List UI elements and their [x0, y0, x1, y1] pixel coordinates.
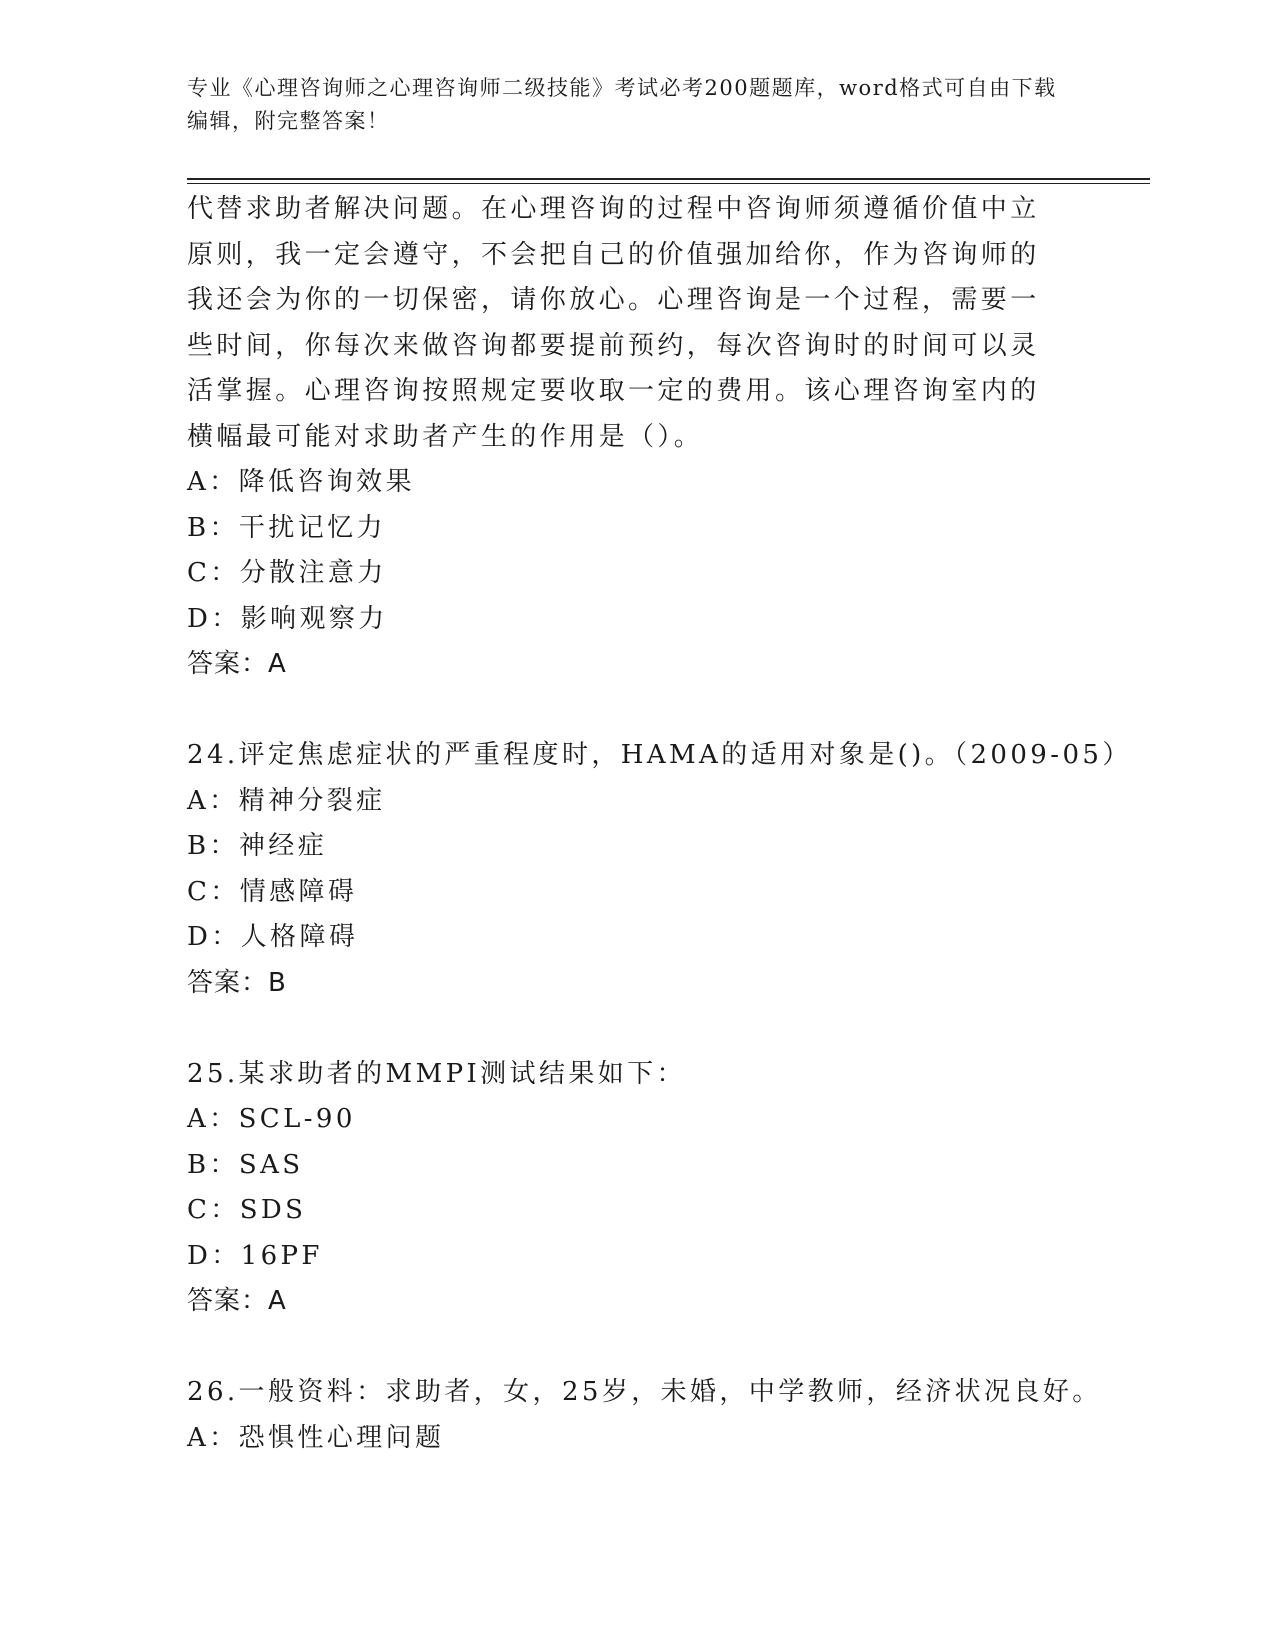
- question-list: [187, 187, 1132, 1461]
- option-d: D：人格障碍: [187, 922, 359, 952]
- option-b: B：神经症: [187, 831, 328, 861]
- question-23: [187, 187, 1067, 688]
- question-25: [187, 1052, 1067, 1325]
- option-a: A：降低咨询效果: [187, 467, 415, 497]
- question-26: [187, 1370, 1102, 1461]
- document-header: [187, 72, 1067, 138]
- option-a: A：精神分裂症: [187, 785, 386, 816]
- answer: 答案：A: [187, 1286, 287, 1316]
- question-stem: 24.评定焦虑症状的严重程度时，HAMA的适用对象是()。（2009-05）: [187, 740, 1132, 770]
- question-stem: 25.某求助者的MMPI测试结果如下：: [187, 1058, 686, 1089]
- option-a: A：SCL-90: [187, 1104, 356, 1134]
- answer: 答案：A: [187, 649, 287, 679]
- option-b: B：SAS: [187, 1149, 304, 1180]
- question-24: [187, 733, 1132, 1006]
- header-divider-thin: [187, 183, 1150, 184]
- spacer: [187, 688, 1067, 734]
- option-c: C：情感障碍: [187, 876, 358, 907]
- option-c: C：SDS: [187, 1195, 307, 1225]
- option-c: C：分散注意力: [187, 558, 387, 588]
- question-stem: 代替求助者解决问题。在心理咨询的过程中咨询师须遵循价值中立原则，我一定会遵守，不会把自己的价值强加给你，作为咨询师的我还会为你的一切保密，请你放心。心理咨询是一个过程，需要一些时间，你每次来做咨询都要提前预约，每次咨询时的时间可以灵活掌握。心理咨询按照规定要收取一定的费用。该心理咨询室内的横幅最可能对求助者产生的作用是（）。: [187, 194, 1040, 452]
- option-d: D：16PF: [187, 1240, 323, 1271]
- header-divider-thick: [187, 178, 1150, 180]
- option-a: A：恐惧性心理问题: [187, 1422, 445, 1453]
- option-d: D：影响观察力: [187, 603, 388, 634]
- option-b: B：干扰记忆力: [187, 512, 386, 543]
- spacer: [187, 1006, 1067, 1052]
- answer: 答案：B: [187, 967, 287, 998]
- spacer: [187, 1325, 1067, 1371]
- document-title: 专业《心理咨询师之心理咨询师二级技能》考试必考200题题库，word格式可自由下载编辑，附完整答案！: [187, 76, 1057, 133]
- question-stem: 26.一般资料：求助者，女，25岁，未婚，中学教师，经济状况良好。: [187, 1377, 1102, 1407]
